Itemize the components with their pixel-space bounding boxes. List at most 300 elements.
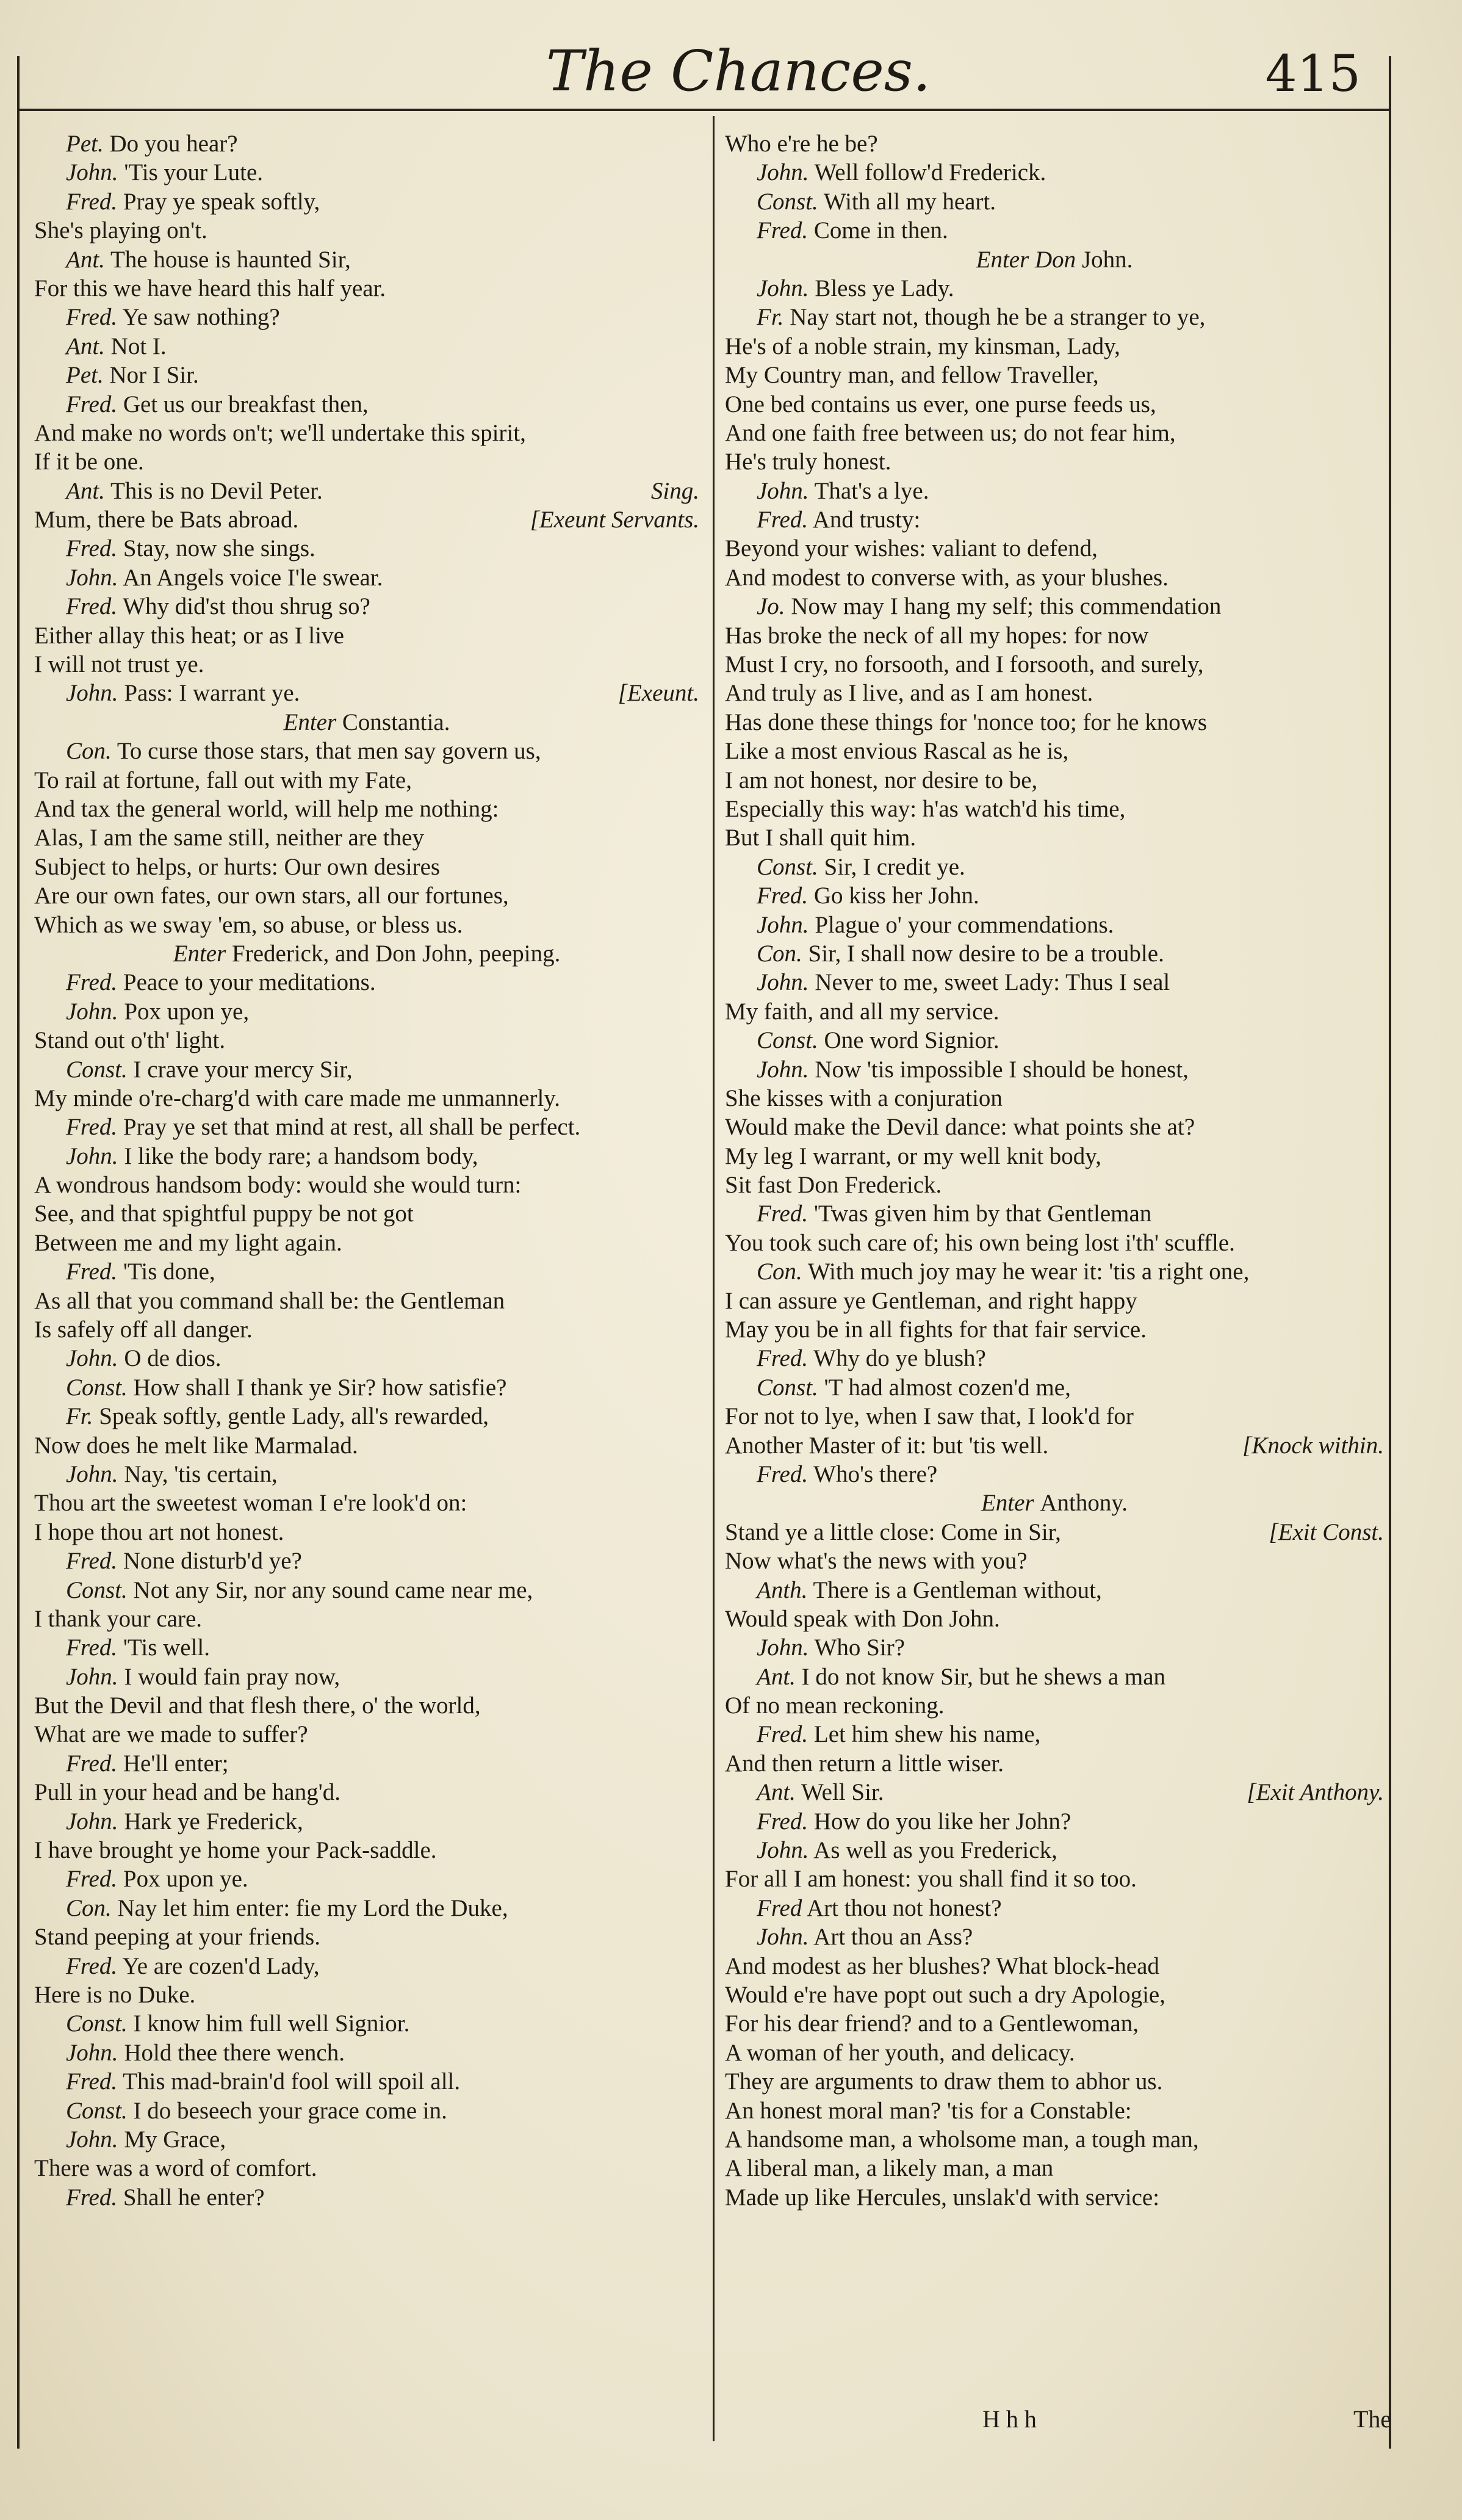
- verse-line: [725, 1749, 1384, 1778]
- line-text: And tax the general world, will help me nothing:: [34, 795, 499, 822]
- verse-line: [725, 2067, 1384, 2096]
- speaker-name: Fred.: [66, 1750, 118, 1777]
- line-text: But I shall quit him.: [725, 825, 916, 851]
- speaker-name: Fred: [757, 1894, 802, 1921]
- verse-line: [34, 853, 699, 881]
- line-text: To rail at fortune, fall out with my Fate,: [34, 767, 412, 793]
- line-text: And make no words on't; we'll undertake this spirit,: [34, 419, 526, 446]
- speaker-name: Fred.: [757, 217, 808, 244]
- speaker-name: Fred.: [66, 1114, 118, 1141]
- signature-mark: H h h: [982, 2405, 1037, 2433]
- line-text: Nay start not, though he be a stranger to ye,: [790, 304, 1206, 331]
- catchword: The: [1353, 2405, 1392, 2433]
- line-text: Pox upon ye.: [123, 1866, 248, 1893]
- line-text: I can assure ye Gentleman, and right happy: [725, 1287, 1137, 1314]
- verse-line: [725, 534, 1384, 563]
- line-text: Why did'st thou shrug so?: [123, 593, 370, 620]
- verse-line: [725, 1922, 1384, 1951]
- line-text: Pox upon ye,: [124, 998, 250, 1025]
- line-text: Has broke the neck of all my hopes: for now: [725, 622, 1149, 649]
- line-text: Well Sir.: [801, 1779, 884, 1806]
- verse-line: [725, 1576, 1384, 1605]
- line-text: And then return a little wiser.: [725, 1750, 1004, 1777]
- verse-line: [725, 737, 1384, 765]
- verse-line: [34, 1691, 699, 1720]
- speaker-name: John.: [757, 969, 809, 996]
- line-text: He's truly honest.: [725, 449, 891, 475]
- line-text: For all I am honest: you shall find it so too.: [725, 1866, 1137, 1893]
- line-text: For his dear friend? and to a Gentlewoman,: [725, 2010, 1139, 2037]
- line-text: With much joy may he wear it: 'tis a right one,: [807, 1258, 1250, 1285]
- line-text: Is safely off all danger.: [34, 1316, 253, 1343]
- line-text: Sir, I shall now desire to be a trouble.: [808, 940, 1164, 967]
- speaker-name: Const.: [66, 2097, 128, 2124]
- verse-line: [725, 505, 1384, 534]
- speaker-name: Pet.: [66, 362, 104, 389]
- left-border-rule: [17, 56, 20, 2449]
- line-text: Made up like Hercules, unslak'd with service:: [725, 2184, 1160, 2211]
- verse-line: [34, 1287, 699, 1315]
- line-text: I would fain pray now,: [124, 1663, 340, 1690]
- verse-line: [34, 187, 699, 216]
- speaker-name: John.: [66, 1663, 118, 1690]
- verse-line: [725, 997, 1384, 1026]
- line-text: For this we have heard this half year.: [34, 275, 386, 301]
- speaker-name: Fred.: [66, 304, 118, 331]
- verse-line: [725, 1257, 1384, 1286]
- speaker-name: Fred.: [757, 1345, 808, 1372]
- line-text: Would e're have popt out such a dry Apologie,: [725, 1982, 1165, 2008]
- verse-line: [725, 390, 1384, 419]
- verse-line: [34, 1055, 699, 1084]
- verse-line: [34, 1633, 699, 1662]
- verse-line: [34, 1720, 699, 1749]
- speaker-name: Fr.: [757, 304, 784, 331]
- line-text: I thank your care.: [34, 1605, 203, 1632]
- line-text: A handsome man, a wholsome man, a tough man,: [725, 2126, 1199, 2153]
- verse-line: [34, 1199, 699, 1228]
- line-text: A liberal man, a likely man, a man: [725, 2155, 1054, 2182]
- speaker-name: Fred.: [66, 1866, 118, 1893]
- verse-line: [34, 2038, 699, 2067]
- verse-line: [725, 447, 1384, 476]
- stage-direction: Sing.: [650, 477, 699, 504]
- verse-line: [34, 303, 699, 331]
- verse-line: [34, 1431, 699, 1460]
- line-text: If it be one.: [34, 449, 144, 475]
- line-text: Stand peeping at your friends.: [34, 1924, 320, 1951]
- verse-line: [34, 447, 699, 476]
- verse-line: [34, 2096, 699, 2125]
- verse-line: [725, 1633, 1384, 1662]
- verse-line: [725, 2154, 1384, 2182]
- line-text: There was a word of comfort.: [34, 2155, 317, 2182]
- verse-line: [34, 419, 699, 447]
- verse-line: [34, 1113, 699, 1141]
- line-text: How shall I thank ye Sir? how satisfie?: [133, 1374, 507, 1401]
- verse-line: [725, 2096, 1384, 2125]
- entry-character-name: Constantia.: [342, 709, 450, 735]
- verse-line: [34, 1402, 699, 1431]
- verse-line: [725, 129, 1384, 158]
- speaker-name: Const.: [757, 188, 818, 215]
- verse-line: [34, 881, 699, 910]
- verse-line: [34, 505, 699, 534]
- line-text: An honest moral man? 'tis for a Constable:: [725, 2097, 1132, 2124]
- line-text: Get us our breakfast then,: [123, 391, 369, 417]
- verse-line: [34, 1518, 699, 1547]
- speaker-name: Const.: [757, 1027, 818, 1054]
- verse-line: [34, 737, 699, 765]
- line-text: Who e're he be?: [725, 131, 878, 157]
- stage-direction: [Knock within.: [1242, 1432, 1384, 1459]
- verse-line: [34, 1344, 699, 1373]
- speaker-name: Const.: [66, 1576, 128, 1603]
- speaker-name: John.: [66, 2039, 118, 2066]
- verse-line: [725, 1605, 1384, 1633]
- speaker-name: Fred.: [757, 507, 808, 533]
- line-text: One bed contains us ever, one purse feeds us,: [725, 391, 1156, 417]
- line-text: To curse those stars, that men say govern us,: [117, 738, 541, 765]
- line-text: I crave your mercy Sir,: [133, 1056, 353, 1083]
- verse-line: [725, 650, 1384, 679]
- right-column: [725, 129, 1384, 2212]
- line-text: Art thou an Ass?: [813, 1924, 973, 1951]
- line-text: Mum, there be Bats abroad.: [34, 507, 299, 533]
- verse-line: [725, 419, 1384, 447]
- line-text: O de dios.: [124, 1345, 221, 1372]
- line-text: Not I.: [110, 333, 167, 359]
- verse-line: [725, 1402, 1384, 1431]
- column-divider: [713, 116, 715, 2441]
- speaker-name: John.: [757, 911, 809, 938]
- verse-line: [725, 477, 1384, 505]
- line-text: I know him full well Signior.: [133, 2010, 410, 2037]
- speaker-name: John.: [66, 564, 118, 591]
- line-text: Hold thee there wench.: [124, 2039, 345, 2066]
- verse-line: [34, 274, 699, 303]
- stage-direction-entry: [725, 245, 1384, 274]
- verse-line: [725, 1113, 1384, 1141]
- line-text: Nay, 'tis certain,: [124, 1460, 278, 1487]
- speaker-name: Const.: [66, 1056, 128, 1083]
- verse-line: [725, 1663, 1384, 1691]
- verse-line: [34, 2067, 699, 2096]
- verse-line: [725, 766, 1384, 795]
- verse-line: [34, 1778, 699, 1807]
- speaker-name: Fred.: [66, 2184, 118, 2211]
- line-text: Must I cry, no forsooth, and I forsooth, and surely,: [725, 651, 1204, 678]
- verse-line: [725, 1084, 1384, 1113]
- line-text: Now 'tis impossible I should be honest,: [815, 1056, 1189, 1083]
- speaker-name: John.: [66, 680, 118, 707]
- verse-line: [725, 1952, 1384, 1980]
- line-text: Never to me, sweet Lady: Thus I seal: [815, 969, 1170, 996]
- line-text: Now what's the news with you?: [725, 1548, 1028, 1575]
- verse-line: [725, 1315, 1384, 1344]
- line-text: Sit fast Don Frederick.: [725, 1172, 942, 1199]
- verse-line: [725, 1171, 1384, 1199]
- verse-line: [34, 1836, 699, 1865]
- verse-line: [725, 823, 1384, 852]
- line-text: My minde o're-charg'd with care made me unmannerly.: [34, 1085, 560, 1111]
- stage-direction: [Exit Anthony.: [1247, 1779, 1384, 1806]
- speaker-name: Fred.: [757, 1200, 808, 1227]
- verse-line: [34, 1142, 699, 1171]
- verse-line: [34, 1084, 699, 1113]
- line-text: 'Tis done,: [123, 1258, 215, 1285]
- entry-word: Enter: [283, 709, 337, 735]
- line-text: Either allay this heat; or as I live: [34, 622, 344, 649]
- line-text: My faith, and all my service.: [725, 998, 999, 1025]
- verse-line: [725, 361, 1384, 389]
- verse-line: [34, 534, 699, 563]
- speaker-name: John.: [757, 477, 809, 504]
- verse-line: [725, 332, 1384, 361]
- verse-line: [34, 1576, 699, 1605]
- line-text: Of no mean reckoning.: [725, 1692, 945, 1719]
- line-text: Alas, I am the same still, neither are they: [34, 825, 424, 851]
- verse-line: [725, 1199, 1384, 1228]
- speaker-name: Con.: [757, 1258, 802, 1285]
- speaker-name: Fred.: [66, 1952, 118, 1979]
- verse-line: [725, 621, 1384, 650]
- speaker-name: Fr.: [66, 1403, 93, 1430]
- line-text: Stay, now she sings.: [123, 535, 315, 562]
- speaker-name: Fred.: [757, 1721, 808, 1748]
- line-text: My Grace,: [124, 2126, 226, 2153]
- line-text: Do you hear?: [109, 131, 238, 157]
- line-text: Thou art the sweetest woman I e're look'd on:: [34, 1490, 467, 1517]
- verse-line: [725, 1373, 1384, 1402]
- speaker-name: Pet.: [66, 131, 104, 157]
- line-text: Pass: I warrant ye.: [124, 680, 300, 707]
- line-text: You took such care of; his own being lost i'th' scuffle.: [725, 1229, 1235, 1256]
- line-text: Subject to helps, or hurts: Our own desires: [34, 853, 441, 880]
- line-text: There is a Gentleman without,: [813, 1576, 1102, 1603]
- stage-direction-entry: [34, 939, 699, 968]
- line-text: As all that you command shall be: the Gentleman: [34, 1287, 505, 1314]
- verse-line: [725, 216, 1384, 245]
- line-text: Sir, I credit ye.: [824, 853, 965, 880]
- line-text: Peace to your meditations.: [123, 969, 376, 996]
- speaker-name: Const.: [66, 2010, 128, 2037]
- line-text: See, and that spightful puppy be not got: [34, 1200, 414, 1227]
- speaker-name: John.: [757, 1924, 809, 1951]
- verse-line: [34, 477, 699, 505]
- line-text: And one faith free between us; do not fear him,: [725, 419, 1176, 446]
- speaker-name: Ant.: [757, 1779, 796, 1806]
- stage-direction-entry: [725, 1489, 1384, 1517]
- verse-line: [34, 1980, 699, 2009]
- verse-line: [725, 1720, 1384, 1749]
- line-text: I do beseech your grace come in.: [133, 2097, 447, 2124]
- stage-direction: [Exeunt Servants.: [530, 507, 699, 533]
- verse-line: [34, 1605, 699, 1633]
- line-text: Shall he enter?: [123, 2184, 265, 2211]
- verse-line: [34, 766, 699, 795]
- line-text: With all my heart.: [823, 188, 996, 215]
- speaker-name: Fred.: [757, 1460, 808, 1487]
- speaker-name: Fred.: [66, 2068, 118, 2095]
- speaker-name: Fred.: [66, 593, 118, 620]
- verse-line: [725, 679, 1384, 707]
- verse-line: [34, 823, 699, 852]
- line-text: As well as you Frederick,: [813, 1837, 1057, 1864]
- line-text: Now does he melt like Marmalad.: [34, 1432, 358, 1459]
- verse-line: [34, 1922, 699, 1951]
- speaker-name: Const.: [757, 1374, 818, 1401]
- verse-line: [725, 303, 1384, 331]
- line-text: Stand ye a little close: Come in Sir,: [725, 1518, 1061, 1545]
- line-text: He'll enter;: [123, 1750, 229, 1777]
- verse-line: [34, 1315, 699, 1344]
- line-text: Stand out o'th' light.: [34, 1027, 226, 1054]
- line-text: Nay let him enter: fie my Lord the Duke,: [117, 1894, 508, 1921]
- line-text: Beyond your wishes: valiant to defend,: [725, 535, 1098, 562]
- line-text: Hark ye Frederick,: [124, 1808, 303, 1835]
- verse-line: [34, 1749, 699, 1778]
- verse-line: [34, 911, 699, 939]
- line-text: None disturb'd ye?: [123, 1548, 302, 1575]
- line-text: Well follow'd Frederick.: [814, 159, 1046, 186]
- verse-line: [725, 1055, 1384, 1084]
- speaker-name: John.: [66, 2126, 118, 2153]
- verse-line: [34, 361, 699, 389]
- line-text: I will not trust ye.: [34, 651, 204, 678]
- line-text: Speak softly, gentle Lady, all's rewarded,: [99, 1403, 489, 1430]
- line-text: Why do ye blush?: [813, 1345, 986, 1372]
- verse-line: [34, 997, 699, 1026]
- line-text: What are we made to suffer?: [34, 1721, 308, 1748]
- line-text: Pray ye set that mind at rest, all shall be perfect.: [123, 1114, 581, 1141]
- verse-line: [34, 650, 699, 679]
- verse-line: [725, 1431, 1384, 1460]
- speaker-name: Fred.: [66, 535, 118, 562]
- speaker-name: John.: [66, 1143, 118, 1169]
- line-text: Art thou not honest?: [806, 1894, 1002, 1921]
- speaker-name: Anth.: [757, 1576, 808, 1603]
- line-text: And modest to converse with, as your blushes.: [725, 564, 1169, 591]
- verse-line: [725, 1547, 1384, 1575]
- line-text: Bless ye Lady.: [815, 275, 954, 301]
- verse-line: [725, 1836, 1384, 1865]
- verse-line: [725, 563, 1384, 592]
- verse-line: [725, 1778, 1384, 1807]
- entry-character-name: Frederick, and Don John, peeping.: [232, 940, 561, 967]
- line-text: Especially this way: h'as watch'd his time,: [725, 795, 1126, 822]
- verse-line: [34, 592, 699, 621]
- verse-line: [725, 939, 1384, 968]
- line-text: Now may I hang my self; this commendation: [791, 593, 1222, 620]
- speaker-name: John.: [757, 1837, 809, 1864]
- speaker-name: John.: [66, 1808, 118, 1835]
- verse-line: [725, 1980, 1384, 2009]
- verse-line: [725, 2125, 1384, 2154]
- verse-line: [34, 158, 699, 187]
- line-text: I like the body rare; a handsom body,: [124, 1143, 478, 1169]
- verse-line: [34, 245, 699, 274]
- verse-line: [34, 1026, 699, 1055]
- verse-line: [725, 1518, 1384, 1547]
- speaker-name: John.: [757, 1634, 809, 1661]
- verse-line: [725, 911, 1384, 939]
- speaker-name: Fred.: [66, 1258, 118, 1285]
- line-text: Would make the Devil dance: what points she at?: [725, 1114, 1195, 1141]
- verse-line: [34, 332, 699, 361]
- verse-line: [34, 2183, 699, 2212]
- verse-line: [34, 1865, 699, 1893]
- line-text: And truly as I live, and as I am honest.: [725, 680, 1093, 707]
- line-text: She kisses with a conjuration: [725, 1085, 1003, 1111]
- line-text: One word Signior.: [824, 1027, 999, 1054]
- verse-line: [34, 1952, 699, 1980]
- header-rule: [17, 109, 1390, 111]
- speaker-name: Con.: [66, 1894, 112, 1921]
- verse-line: [34, 2009, 699, 2038]
- line-text: 'Tis well.: [123, 1634, 211, 1661]
- line-text: Another Master of it: but 'tis well.: [725, 1432, 1049, 1459]
- speaker-name: John.: [66, 1460, 118, 1487]
- line-text: That's a lye.: [814, 477, 929, 504]
- verse-line: [725, 158, 1384, 187]
- line-text: This mad-brain'd fool will spoil all.: [123, 2068, 461, 2095]
- line-text: Like a most envious Rascal as he is,: [725, 738, 1069, 765]
- line-text: 'Twas given him by that Gentleman: [813, 1200, 1152, 1227]
- line-text: Nor I Sir.: [109, 362, 199, 389]
- verse-line: [725, 1894, 1384, 1922]
- line-text: 'T had almost cozen'd me,: [824, 1374, 1071, 1401]
- verse-line: [725, 881, 1384, 910]
- line-text: Let him shew his name,: [813, 1721, 1041, 1748]
- line-text: 'Tis your Lute.: [124, 159, 264, 186]
- line-text: My leg I warrant, or my well knit body,: [725, 1143, 1102, 1169]
- verse-line: [725, 2009, 1384, 2038]
- verse-line: [34, 1489, 699, 1517]
- line-text: He's of a noble strain, my kinsman, Lady,: [725, 333, 1120, 359]
- speaker-name: John.: [757, 1056, 809, 1083]
- verse-line: [725, 187, 1384, 216]
- verse-line: [34, 1807, 699, 1836]
- verse-line: [725, 592, 1384, 621]
- verse-line: [34, 1229, 699, 1257]
- verse-line: [725, 1460, 1384, 1489]
- page-number: 415: [1265, 45, 1361, 103]
- entry-character-name: John.: [1081, 246, 1133, 273]
- verse-line: [725, 1026, 1384, 1055]
- verse-line: [34, 129, 699, 158]
- line-text: An Angels voice I'le swear.: [123, 564, 383, 591]
- speaker-name: Fred.: [66, 969, 118, 996]
- line-text: And modest as her blushes? What block-head: [725, 1952, 1159, 1979]
- line-text: Pull in your head and be hang'd.: [34, 1779, 341, 1806]
- line-text: I have brought ye home your Pack-saddle.: [34, 1837, 437, 1864]
- stage-direction: [Exeunt.: [618, 680, 699, 707]
- verse-line: [725, 1865, 1384, 1893]
- verse-line: [725, 708, 1384, 737]
- speaker-name: Const.: [66, 1374, 128, 1401]
- verse-line: [725, 1807, 1384, 1836]
- verse-line: [725, 1691, 1384, 1720]
- entry-word: Enter: [981, 1490, 1034, 1517]
- line-text: I hope thou art not honest.: [34, 1518, 284, 1545]
- line-text: A woman of her youth, and delicacy.: [725, 2039, 1075, 2066]
- verse-line: [34, 563, 699, 592]
- verse-line: [34, 1460, 699, 1489]
- line-text: Come in then.: [813, 217, 948, 244]
- line-text: Go kiss her John.: [813, 883, 979, 909]
- line-text: This is no Devil Peter.: [110, 477, 323, 504]
